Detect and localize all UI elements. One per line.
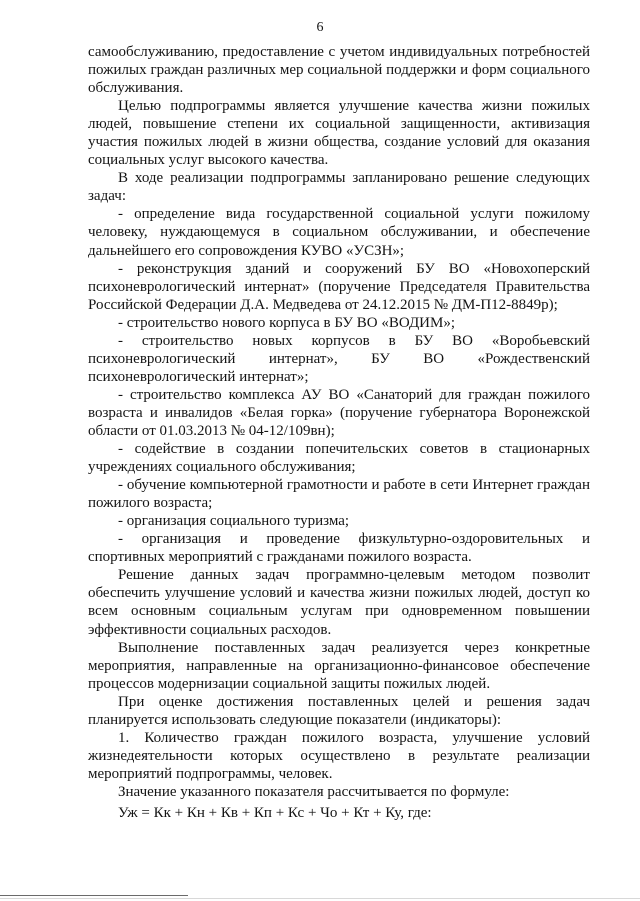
page-edge-rule <box>0 898 640 899</box>
paragraph: - строительство комплекса АУ ВО «Санаторий для граждан пожилого возраста и инвалидов «Белая горка» (поручение губернатора Воронежской области от 01.03.2013 № 04-12/109вн); <box>88 386 590 439</box>
paragraph: Значение указанного показателя рассчитывается по формуле: <box>118 783 510 800</box>
paragraph: Выполнение поставленных задач реализуется через конкретные мероприятия, направленные на организационно-финансовое обеспечение процессов модернизации социальной защиты пожилых людей. <box>88 639 590 692</box>
body-text <box>88 43 590 801</box>
formula: Уж = Кк + Кн + Кв + Кп + Кс + Чо + Кт + Ку, где: <box>118 805 432 821</box>
paragraph: - определение вида государственной социальной услуги пожилому человеку, нуждающемуся в социальном обслуживании, и обеспечение дальнейшего его сопровождения КУВО «УСЗН»; <box>88 206 590 259</box>
paragraph: - содействие в создании попечительских советов в стационарных учреждениях социального обслуживания; <box>88 441 590 476</box>
footer-rule <box>0 895 188 896</box>
page-number: 6 <box>316 20 324 35</box>
paragraph: В ходе реализации подпрограммы запланировано решение следующих задач: <box>88 170 590 205</box>
paragraph: - организация и проведение физкультурно-оздоровительных и спортивных мероприятий с гражданами пожилого возраста. <box>88 531 590 566</box>
paragraph: - строительство новых корпусов в БУ ВО «Воробьевский психоневрологический интернат», БУ ВО «Рождественский психоневрологический интернат»; <box>88 332 590 385</box>
paragraph: - организация социального туризма; <box>118 513 350 530</box>
paragraph: Решение данных задач программно-целевым методом позволит обеспечить улучшение условий и качества жизни пожилых людей, доступ ко всем основным социальным услугам при одновременном повышении эффективности социальных расходов. <box>88 567 590 638</box>
paragraph: - обучение компьютерной грамотности и работе в сети Интернет граждан пожилого возраста; <box>88 477 590 512</box>
paragraph: Целью подпрограммы является улучшение качества жизни пожилых людей, повышение степени их социальной защищенности, активизация участия пожилых людей в жизни общества, создание условий для оказания социальных услуг высокого качества. <box>88 98 590 169</box>
paragraph: При оценке достижения поставленных целей и решения задач планируется использовать следующие показатели (индикаторы): <box>88 693 590 728</box>
paragraph: самообслуживанию, предоставление с учетом индивидуальных потребностей пожилых граждан различных мер социальной поддержки и форм социального обслуживания. <box>88 44 590 97</box>
paragraph: - строительство нового корпуса в БУ ВО «ВОДИМ»; <box>118 314 456 331</box>
paragraph: - реконструкция зданий и сооружений БУ ВО «Новохоперский психоневрологический интернат» (поручение Председателя Правительства Российской Федерации Д.А. Медведева от 24.12.2015 № ДМ-П12-8849р); <box>88 260 590 313</box>
paragraph: 1. Количество граждан пожилого возраста, улучшение условий жизнедеятельности которых осуществлено в результате реализации мероприятий подпрограммы, человек. <box>88 729 590 782</box>
